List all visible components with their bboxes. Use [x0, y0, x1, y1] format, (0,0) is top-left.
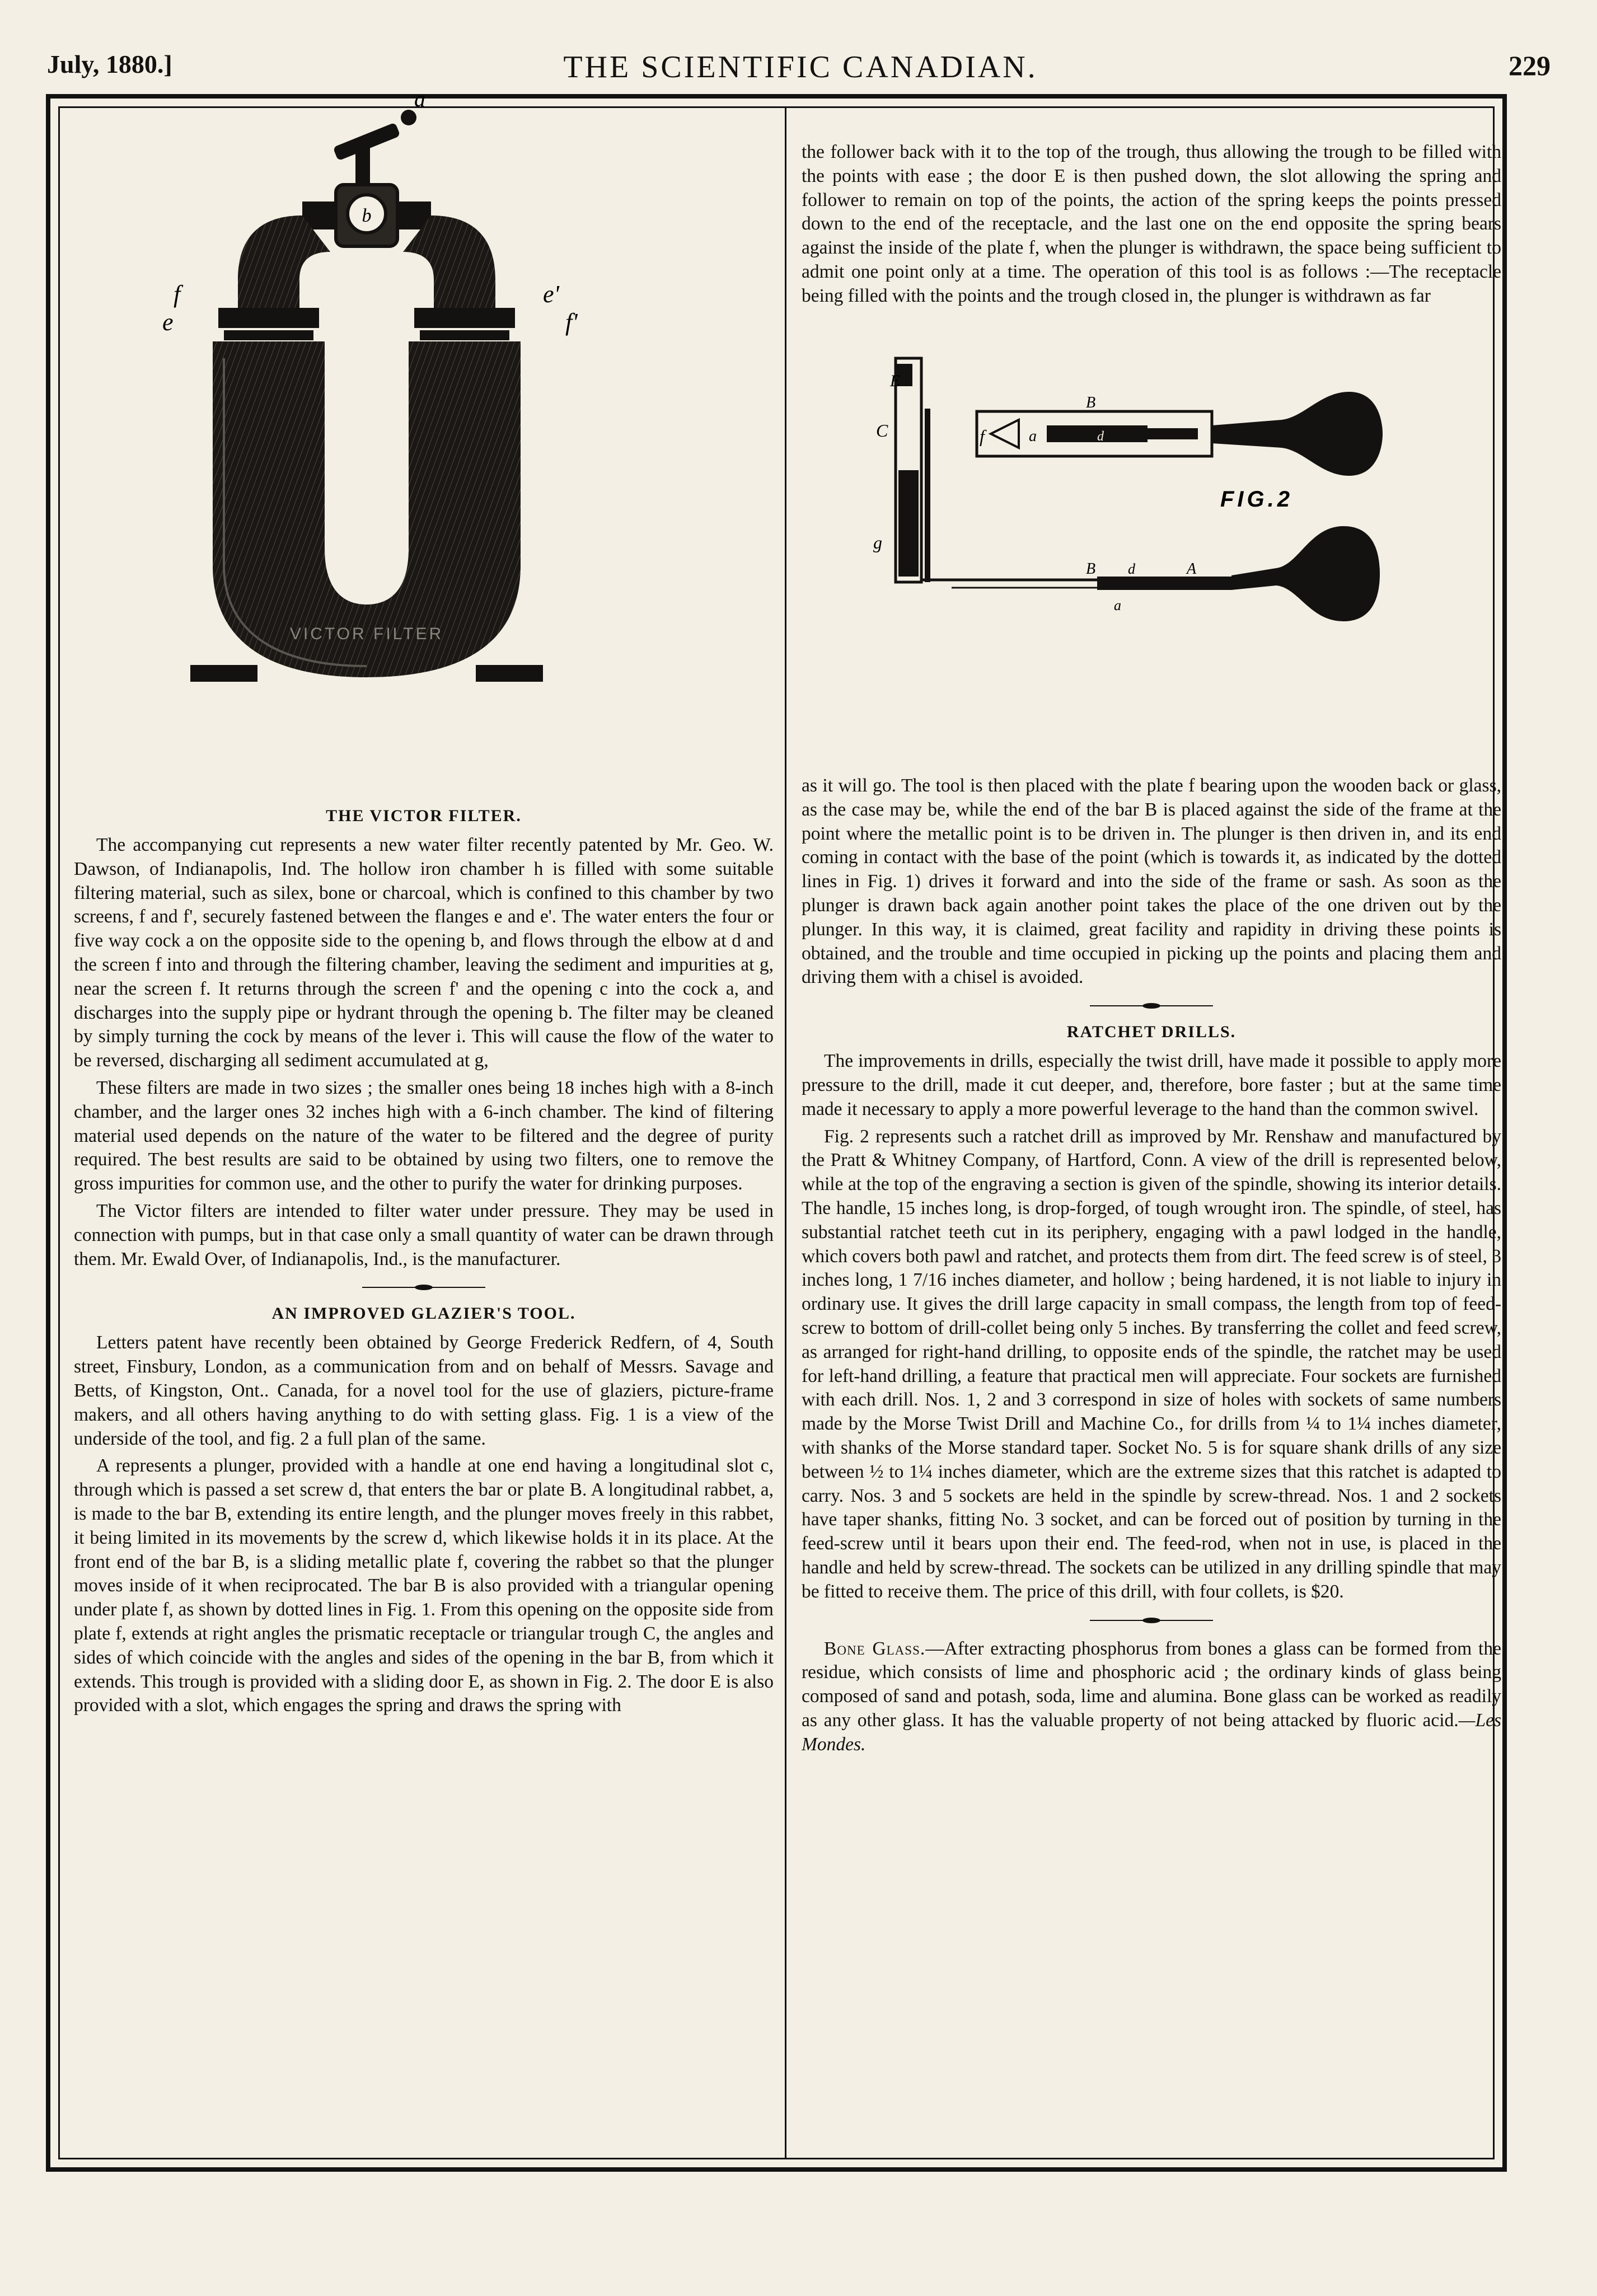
victor-filter-paragraph-1: The accompanying cut represents a new water filter recently patented by Mr. Geo. W. Dawson, of Indianapolis, Ind. The hollow iron chamber h is filled with some suitable filtering material, such as silex, bone or charcoal, which is confined to this chamber by two screens, f and f', securely fastened between the flanges e and e'. The water enters the four or five way cock a on the opposite side to the opening b, and flows through the elbow at d and the screen f into and through the filtering chamber, leaving the sediment and impurities at g, near the screen f. It returns through the screen f' and the opening c into the cock a, and discharges into the supply pipe or hydrant through the opening b. The filter may be cleaned by simply turning the cock by means of the lever i. This will cause the flow of the water to be reversed, discharging all sediment accumulated at g, [74, 835, 774, 1071]
label-E: E [890, 372, 901, 390]
glazier-tool-illustration [784, 313, 1411, 627]
victor-filter-paragraph-3: The Victor filters are intended to filter water under pressure. They may be used in connection with pumps, but in that case only a small quantity of water can be drawn through them. Mr. Ewald Over, of Indianapolis, Ind., is the manufacturer. [74, 1200, 774, 1269]
label-e: e [162, 308, 174, 336]
victor-filter-illustration [140, 45, 621, 683]
glazier-tool-paragraph-2: A represents a plunger, provided with a handle at one end having a longitudinal slot c, through which is passed a set screw d, that enters the bar or plate B. A longitudinal rabbet, a, is made to the bar B, extending its entire length, and the plunger moves freely in this rabbet, it being limited in its movements by the screw d, which likewise holds it in its place. At the front end of the bar B, is a sliding metallic plate f, covering the rabbet so that the plunger moves inside of it when reciprocated. The bar B is also provided with a triangular opening under plate f, as shown by dotted lines in Fig. 1. From this opening on the opposite side from plate f, extends at right angles the prismatic receptacle or triangular trough C, the angles and sides of which coincide with the angles and sides of the opening in the bar B, from which it extends. This trough is provided with a sliding door E, as shown in Fig. 2. The door E is also provided with a slot, which engages the spring and draws the spring with [74, 1455, 774, 1716]
section-divider [74, 1283, 774, 1294]
bone-glass-paragraph [802, 1637, 1501, 1757]
label-g: g [873, 532, 882, 552]
ratchet-drills-title: RATCHET DRILLS. [1066, 1023, 1237, 1042]
ratchet-drills-paragraph-2: Fig. 2 represents such a ratchet drill as improved by Mr. Renshaw and manufactured by the Pratt & Whitney Company, of Hartford, Conn. A view of the drill is represented below, while at the top of the engraving a section is given of the spindle, showing its interior details. The handle, 15 inches long, is drop-forged, of tough wrought iron. The spindle, of steel, has substantial ratchet teeth cut in its periphery, engaging with a pawl lodged in the handle, which covers both pawl and ratchet, and protects them from dirt. The feed screw is of steel, 3 inches long, 1 7/16 inches diameter, and hollow ; being hardened, it is not liable to injury in ordinary use. It gives the drill large capacity in small compass, the length from top of feed-screw to bottom of drill-collet being only 5 inches. By transferring the collet and feed screw, as arranged for right-hand drilling, to opposite ends of the spindle, the ratchet may be used for left-hand drilling, a feature that practical men will appreciate. Four sockets are furnished with each drill. Nos. 1, 2 and 3 correspond in size of holes with sockets of same numbers made by the Morse Twist Drill and Machine Co., for drills from ¼ to 1¼ inches diameter, with shanks of the Morse standard taper. Socket No. 5 is for square shank drills of any size between ½ to 1¼ inches diameter, which are the extreme sizes that this ratchet is adapted to carry. Nos. 3 and 5 sockets are held in the spindle by screw-thread. Nos. 1 and 2 sockets have taper shanks, fitting No. 3 socket, and can be forced out of position by turning in the feed-screw until it bears upon their end. The feed-rod, when not in use, is placed in the handle and held by screw-thread. The sockets can be utilized in any drilling spindle that may be fitted to receive them. The price of this drill, with four collets, is $20. [802, 1126, 1501, 1602]
right-column-top [802, 140, 1501, 312]
masthead-title: THE SCIENTIFIC CANADIAN. [563, 50, 1038, 85]
glazier-tool-drawing [784, 313, 1411, 627]
flange-e-shape [218, 308, 319, 328]
glazier-tool-continued-2: as it will go. The tool is then placed with the plate f bearing upon the wooden back or glass, as the case may be, while the end of the bar B is placed against the side of the frame at the point where the metallic point is to be driven in. The plunger is then driven in, and its end coming in contact with the base of the point (which is towards it, as indicated by the dotted lines in Fig. 1) drives it forward and into the side of the frame or sash. As soon as the plunger is drawn back again another point takes the place of the one driven out by the plunger. In this way, it is claimed, great facility and rapidity in driving these points is obtained, and the trouble and time occupied in picking up the points and placing them and driving them with a chisel is avoided. [802, 775, 1501, 988]
label-e-prime: e' [543, 280, 559, 308]
victor-filter-title: THE VICTOR FILTER. [326, 807, 522, 825]
issue-date: July, 1880.] [47, 50, 172, 78]
lower-handle-shape [1231, 526, 1380, 621]
bone-glass-text: —After extracting phosphorus from bones a glass can be formed from the residue, which consists of lime and phosphoric acid ; the ordinary kinds of glass being composed of sand and potash, soda, lime and alumina. Bone glass can be worked as readily as any other glass. It has the valuable property of not being attacked by fluoric acid. [802, 1638, 1501, 1731]
victor-filter-paragraph-2: These filters are made in two sizes ; the smaller ones being 18 inches high with a 8-inch chamber, and the larger ones 32 inches high with a 6-inch chamber. The kind of filtering material used depends on the nature of the water to be filtered and the degree of purity required. The best results are said to be obtained by using two filters, one to remove the gross impurities for common use, and the other to purify the water for drinking purposes. [74, 1077, 774, 1194]
label-a-top: a [1029, 428, 1037, 445]
section-divider [802, 1616, 1501, 1627]
label-f-prime: f' [565, 308, 578, 336]
page-number: 229 [1509, 50, 1551, 81]
label-C: C [876, 420, 888, 441]
glazier-tool-paragraph-1: Letters patent have recently been obtained by George Frederick Redfern, of 4, South street, Finsbury, London, as a communication from and on behalf of Messrs. Savage and Betts, of Kingston, Ont.. Canada, for a novel tool for the use of glaziers, picture-frame makers, and all others having anything to do with setting glass. Fig. 1 is a view of the underside of the tool, and fig. 2 a full plan of the same. [74, 1332, 774, 1449]
section-divider [802, 1002, 1501, 1013]
upper-handle-shape [1212, 392, 1383, 476]
bone-glass-lead: Bone Glass. [824, 1638, 926, 1659]
label-f: f [174, 280, 181, 308]
left-column [74, 796, 774, 1721]
label-a-bottom: a [1114, 597, 1121, 613]
victor-filter-drawing [140, 45, 621, 683]
right-column-bottom [802, 774, 1501, 1760]
label-f: f [980, 426, 985, 446]
label-a: a [414, 86, 425, 111]
glazier-tool-continued-1: the follower back with it to the top of the trough, thus allowing the trough to be filled with the points with ease ; the door E is then pushed down, the slot allowing the spring and follower to remain on top of the points, the action of the spring keeps the points pressed down to the end of the receptacle, and the last one on the end opposite the spring bears against the inside of the plate f, when the plunger is withdrawn, the space being sufficient to admit one point only at a time. The operation of this tool is as follows :—The receptacle being filled with the points and the trough closed in, the plunger is withdrawn as far [802, 142, 1501, 306]
glazier-tool-title: AN IMPROVED GLAZIER'S TOOL. [271, 1304, 576, 1323]
label-d-top: d [1097, 429, 1104, 444]
emboss-text: VICTOR FILTER [289, 625, 444, 643]
ratchet-drills-paragraph-1: The improvements in drills, especially the twist drill, have made it possible to apply more pressure to the drill, made it cut deeper, and, therefore, bore faster ; but at the same time made it necessary to apply a more powerful leverage to the hand than the common swivel. [802, 1051, 1501, 1119]
label-A: A [1187, 560, 1197, 578]
label-b: b [362, 205, 372, 226]
flange-e-prime-shape [414, 308, 515, 328]
label-B-top: B [1086, 394, 1096, 411]
label-B-bottom: B [1086, 560, 1096, 578]
fig-2-caption: FIG.2 [1220, 487, 1294, 512]
label-d-bottom: d [1128, 561, 1135, 577]
bone-glass-source: —Les Mondes. [802, 1709, 1501, 1755]
door-e-shape [925, 409, 930, 582]
